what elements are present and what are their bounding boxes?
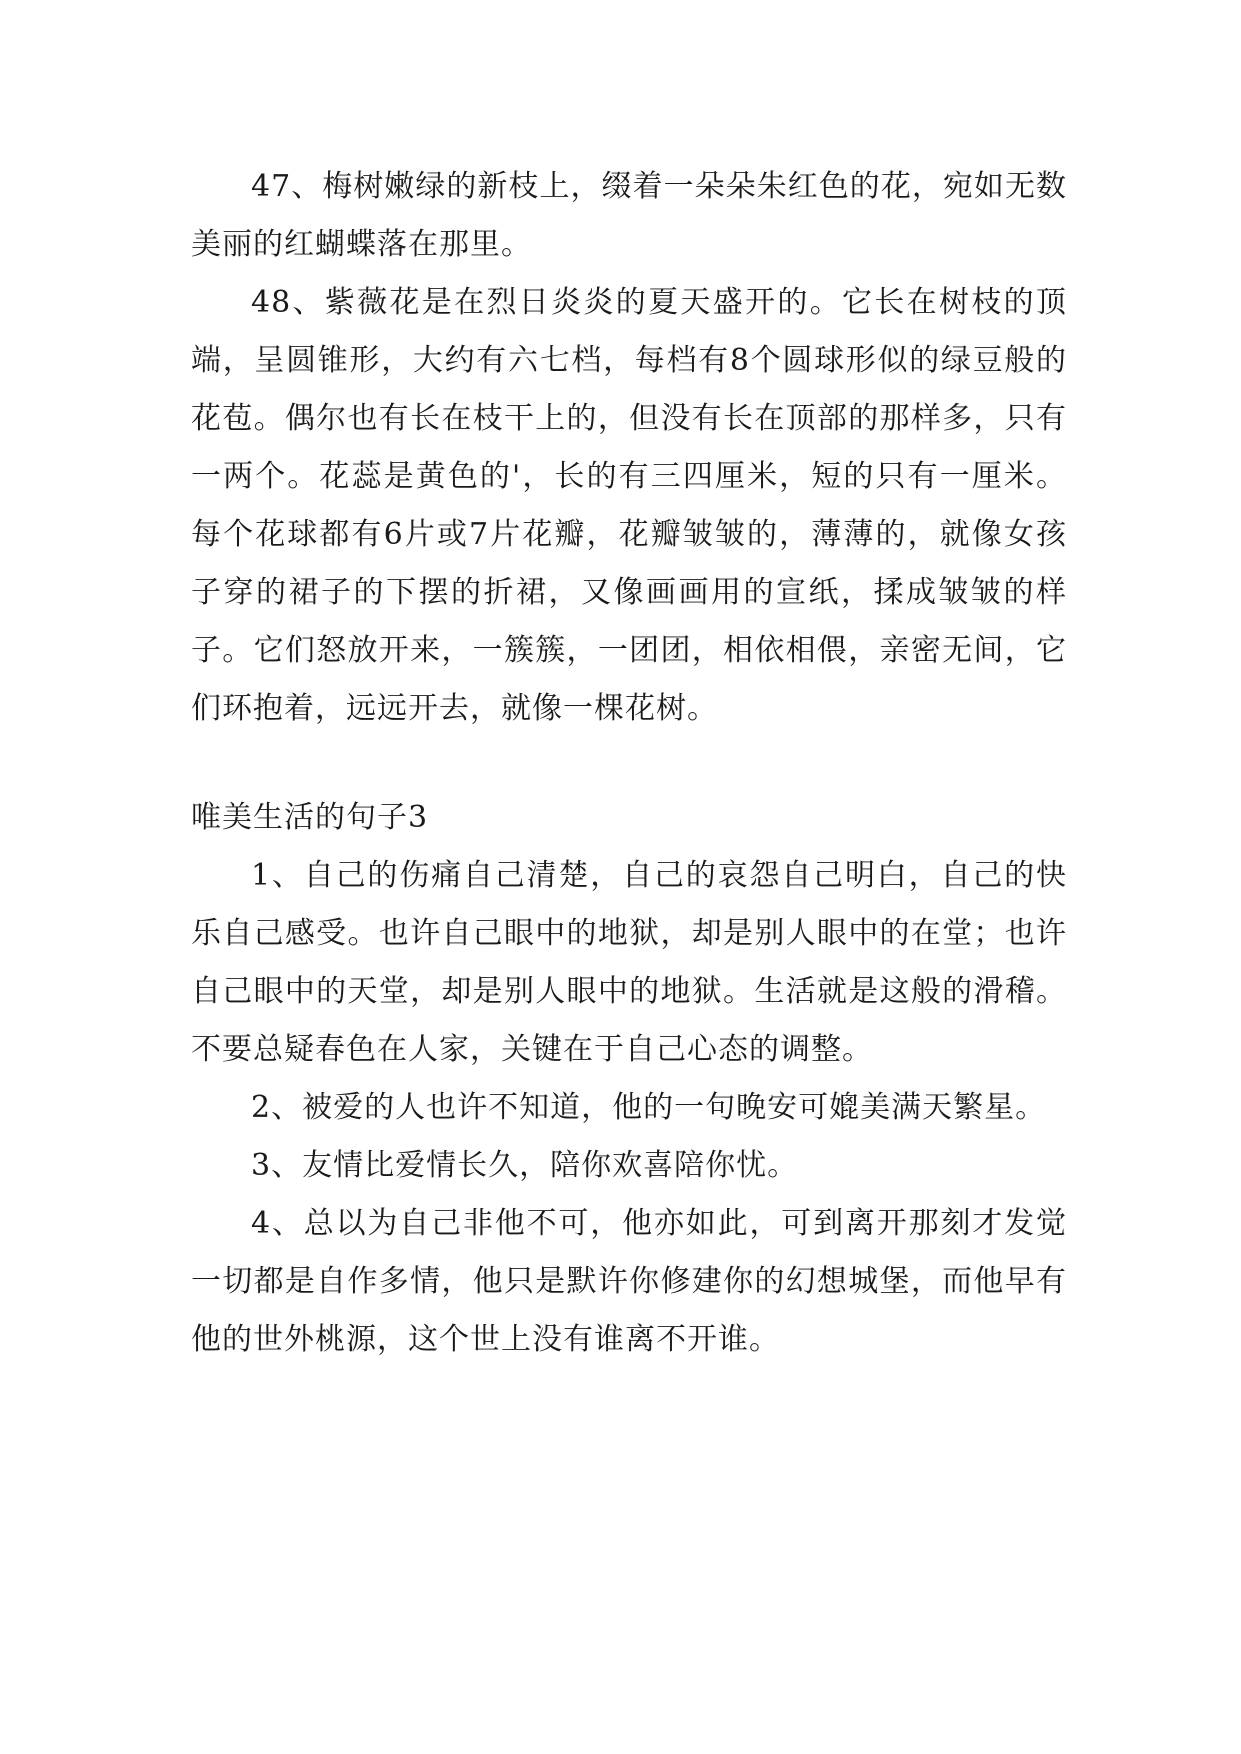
- paragraph-47: 47、梅树嫩绿的新枝上，缀着一朵朵朱红色的花，宛如无数美丽的红蝴蝶落在那里。: [191, 169, 1067, 262]
- paragraph-48: 48、紫薇花是在烈日炎炎的夏天盛开的。它长在树枝的顶端，呈圆锥形，大约有六七档，每档有8个圆球形似的绿豆般的花苞。偶尔也有长在枝干上的，但没有长在顶部的那样多，只有一两个。花蕊是黄色的'，长的有三四厘米，短的只有一厘米。每个花球都有6片或7片花瓣，花瓣皱皱的，薄薄的，就像女孩子穿的裙子的下摆的折裙，又像画画用的宣纸，揉成皱皱的样子。它们怒放开来，一簇簇，一团团，相依相偎，亲密无间，它们环抱着，远远开去，就像一棵花树。: [191, 285, 1067, 726]
- paragraph-3: 3、友情比爱情长久，陪你欢喜陪你忧。: [251, 1148, 799, 1183]
- paragraph-4: 4、总以为自己非他不可，他亦如此，可到离开那刻才发觉一切都是自作多情，他只是默许你修建你的幻想城堡，而他早有他的世外桃源，这个世上没有谁离不开谁。: [191, 1206, 1067, 1357]
- document-body: [191, 158, 1067, 1369]
- section-heading: 唯美生活的句子3: [191, 800, 429, 835]
- paragraph-1: 1、自己的伤痛自己清楚，自己的哀怨自己明白，自己的快乐自己感受。也许自己眼中的地狱，却是别人眼中的在堂；也许自己眼中的天堂，却是别人眼中的地狱。生活就是这般的滑稽。不要总疑春色在人家，关键在于自己心态的调整。: [191, 858, 1067, 1067]
- paragraph-2: 2、被爱的人也许不知道，他的一句晚安可媲美满天繁星。: [251, 1090, 1047, 1125]
